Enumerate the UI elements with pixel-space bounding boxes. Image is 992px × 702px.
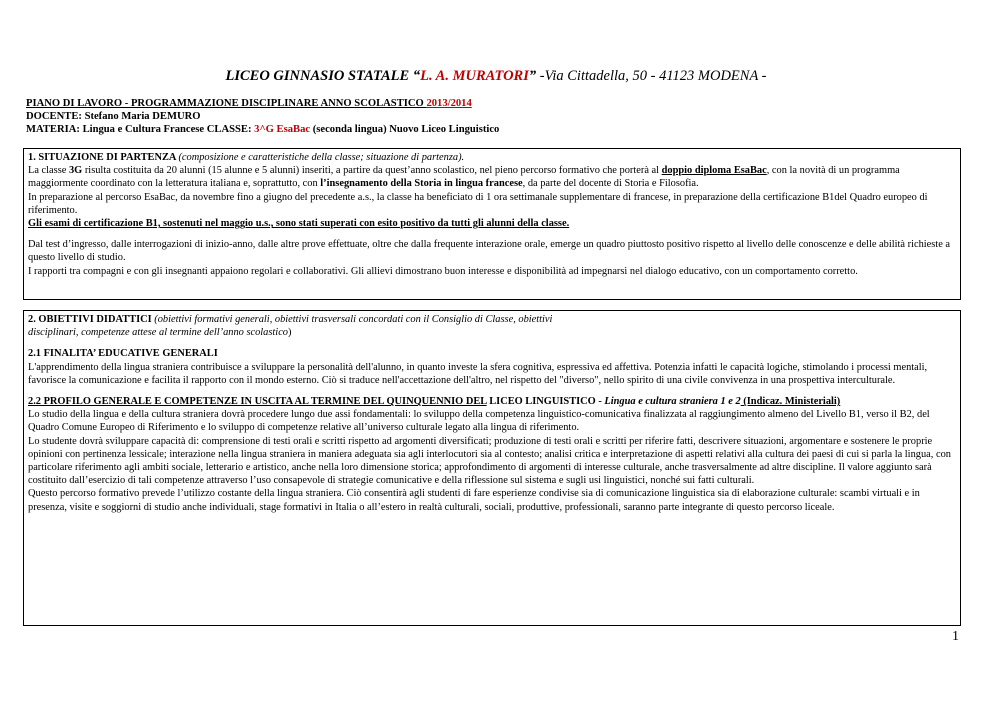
title-address: -Via Cittadella, 50 - 41123 MODENA - [536, 68, 767, 84]
section-didactic-objectives [23, 310, 961, 626]
title-school-name: L. A. MURATORI [420, 68, 529, 84]
section2-2-heading: 2.2 PROFILO GENERALE E COMPETENZE IN USCITA AL TERMINE DEL QUINQUENNIO DEL LICEO LINGUISTICO - Lingua e cultura straniera 1 e 2 (Indicaz. Ministeriali) [28, 396, 841, 408]
section2-2-paragraph-path: Questo percorso formativo prevede l’utilizzo costante della lingua straniera. Ciò consentirà agli studenti di fare esperienze condivise sia di comunicazione linguistica sia di elaborazione culturale: scambi virtuali e in presenza, visite e soggiorni di studio anche individuali, stage formativi in Italia o all’estero in realtà culturali, sociali, produttive, professionali, saranno parte integrante di questo percorso liceale. [28, 488, 920, 513]
title-quote-close: ” [528, 68, 537, 84]
section1-paragraph-class: La classe 3G risulta costituita da 20 alunni (15 alunne e 5 alunni) inseriti, a partire da quest’anno scolastico, nel pieno percorso formativo che porterà al doppio diploma EsaBac, con la novità di un programma maggiormente coordinato con la letteratura italiana e, soprattutto, con l’insegnamento della Storia in lingua francese, da parte del docente di Storia e Filosofia. [28, 165, 900, 190]
section2-1-heading: 2.1 FINALITA’ EDUCATIVE GENERALI [28, 348, 218, 360]
header-school-year: 2013/2014 [426, 98, 472, 109]
section2-heading: 2. OBIETTIVI DIDATTICI (obiettivi formativi generali, obiettivi trasversali concordati con il Consiglio di Classe, obiettivi disciplinari, competenze attese al termine dell’anno scolastico) [28, 314, 553, 339]
document-title [0, 68, 992, 85]
section1-heading: 1. SITUAZIONE DI PARTENZA (composizione e caratteristiche della classe; situazione di partenza). [28, 152, 465, 163]
header-subject-rest: (seconda lingua) Nuovo Liceo Linguistico [310, 124, 500, 135]
section1-paragraph-test: Dal test d’ingresso, dalle interrogazioni di inizio-anno, dalle altre prove effettuate, oltre che dalla frequente interazione orale, emerge un quadro piuttosto positivo rispetto al livello delle conoscenze e delle abilità richieste a questo livello di studio. [28, 239, 951, 264]
title-school: LICEO GINNASIO STATALE “ [225, 68, 421, 84]
header-teacher-line: DOCENTE: Stefano Maria DEMURO [26, 111, 201, 122]
section1-paragraph-certification: Gli esami di certificazione B1, sostenuti nel maggio u.s., sono stati superati con esito positivo da tutti gli alunni della classe. [28, 218, 570, 230]
section2-2-paragraph-skills: Lo studente dovrà sviluppare capacità di: comprensione di testi orali e scritti rispetto ad argomenti diversificati; produzione di testi orali e scritti per riferire fatti, descrivere situazioni, argomentare e sostenere le proprie opinioni con pertinenza lessicale; interazione nella lingua straniera in maniera adeguata sia agli interlocutori sia al contesto; analisi critica e interpretazione di aspetti relativi alla cultura dei paesi di cui si parla la lingua, con particolare riferimento agli ambiti sociale, letterario e artistico, anche nella loro dimensione storica; approfondimento di argomenti di interesse culturale, anche trasversalmente ad altre discipline. Il valore aggiunto sarà costituito dall’esercizio di tali competenze attraverso l’uso consapevole di strategie comunicative e della riflessione sul sistema e sugli usi linguistici, nonché sui fatti culturali. [28, 435, 951, 487]
header-plan-label: PIANO DI LAVORO - PROGRAMMAZIONE DISCIPLINARE ANNO SCOLASTICO [26, 98, 427, 109]
section-starting-situation [23, 148, 961, 300]
header-subject-label: MATERIA: Lingua e Cultura Francese CLASSE: [26, 124, 255, 135]
page-number: 1 [952, 629, 959, 644]
header-class: 3^G EsaBac [254, 124, 311, 135]
section1-paragraph-preparation: In preparazione al percorso EsaBac, da novembre fino a giugno del precedente a.s., la classe ha beneficiato di 1 ora settimanale supplementare di francese, in preparazione della certificazione B1del Quadro europeo di riferimento. [28, 191, 928, 216]
section1-paragraph-relations: I rapporti tra compagni e con gli insegnanti appaiono regolari e collaborativi. Gli allievi dimostrano buon interesse e disponibilità ad impegnarsi nel dialogo educativo, con un comportamento corretto. [28, 265, 858, 277]
section2-2-paragraph-axes: Lo studio della lingua e della cultura straniera dovrà procedere lungo due assi fondamentali: lo sviluppo della competenza linguistico-comunicativa finalizzata al raggiungimento almeno del Livello B1, verso il B2, del Quadro Comune Europeo di Riferimento e lo sviluppo di competenze relative all’universo culturale legato alla lingua di riferimento. [28, 409, 930, 434]
document-header [26, 97, 499, 136]
section2-1-text: L'apprendimento della lingua straniera contribuisce a sviluppare la personalità dell'alunno, in quanto investe la sfera cognitiva, espressiva ed affettiva. Potenzia infatti le capacità logiche, stimolando i processi mentali, favorisce la comunicazione e facilita il rapporto con il mondo esterno. Ciò si traduce nell'accettazione dell'altro, nel rispetto del "diverso", nello spirito di una civile convivenza in una prospettiva interculturale. [28, 361, 928, 386]
header-plan-line [26, 97, 499, 110]
header-subject-line [26, 123, 499, 136]
